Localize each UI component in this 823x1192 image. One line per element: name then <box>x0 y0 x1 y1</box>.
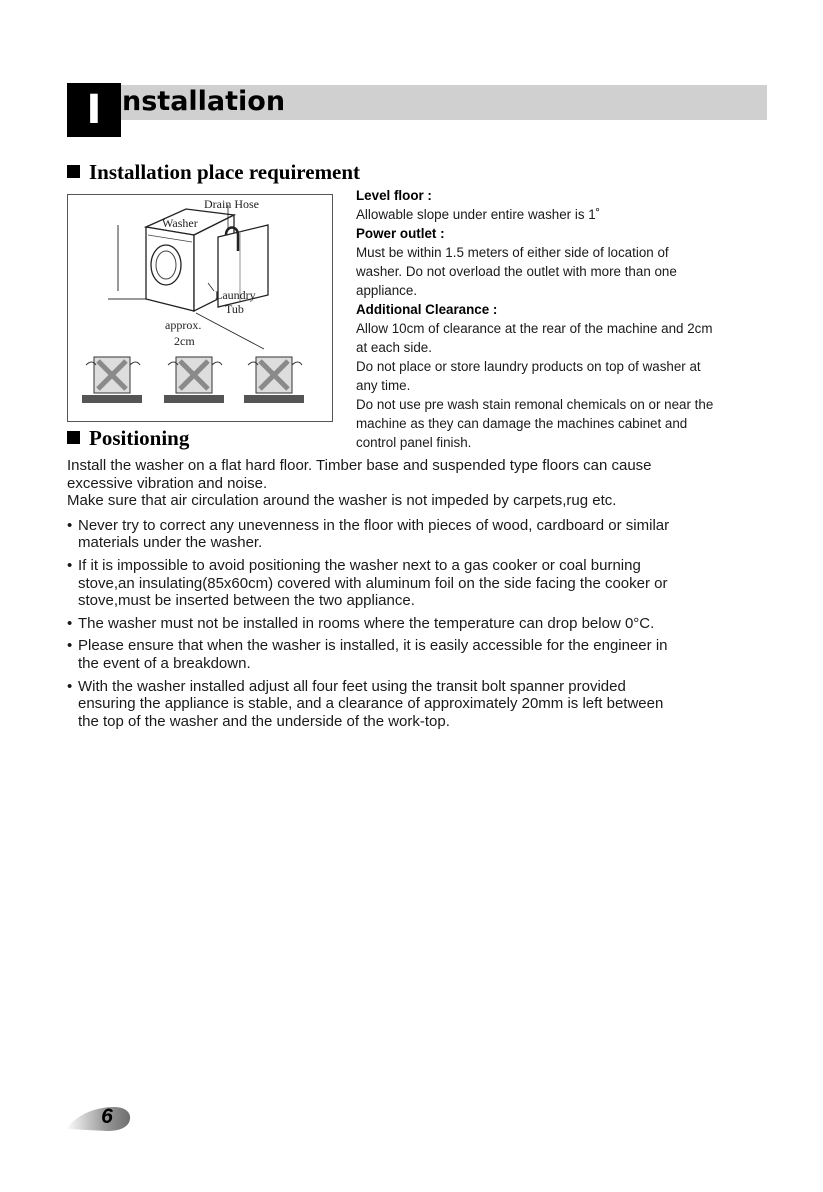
requirement-line: Allowable slope under entire washer is 1˚ <box>356 207 601 222</box>
list-item <box>67 615 772 633</box>
page-number: 6 <box>101 1105 113 1128</box>
bullet-dot-icon: • <box>67 614 73 632</box>
positioning-intro-line: Install the washer on a flat hard floor. Timber base and suspended type floors can cause <box>67 457 652 474</box>
positioning-intro-line: excessive vibration and noise. <box>67 474 268 492</box>
bullet-line: stove,an insulating(85x60cm) covered with aluminum foil on the side facing the cooker or <box>78 574 668 592</box>
positioning-intro-line: Make sure that air circulation around the washer is not impeded by carpets,rug etc. <box>67 492 617 510</box>
label-approx: approx. <box>165 318 202 332</box>
positioning-bullet-list <box>67 517 772 731</box>
bullet-line: Never try to correct any unevenness in the floor with pieces of wood, cardboard or similar <box>78 516 670 534</box>
requirement-heading: Power outlet : <box>356 226 445 241</box>
label-tub: Tub <box>225 302 244 316</box>
positioning-body <box>67 457 772 735</box>
requirement-line: appliance. <box>356 283 418 298</box>
label-washer: Washer <box>162 216 198 230</box>
section-heading-place-text: Installation place requirement <box>89 160 361 184</box>
header-initial-block: I <box>67 83 121 137</box>
bullet-line: With the washer installed adjust all four feet using the transit bolt spanner provided <box>78 677 626 695</box>
requirement-line: at each side. <box>356 340 432 355</box>
list-item <box>67 557 772 610</box>
requirements-list <box>356 186 771 452</box>
bullet-line: The washer must not be installed in rooms where the temperature can drop below 0°C. <box>78 614 655 632</box>
section-heading-positioning <box>67 426 189 450</box>
requirement-line: Do not use pre wash stain remonal chemicals on or near the <box>356 397 714 412</box>
requirement-line: Do not place or store laundry products on top of washer at <box>356 359 701 374</box>
requirement-heading: Additional Clearance : <box>356 302 498 317</box>
bullet-line: If it is impossible to avoid positioning the washer next to a gas cooker or coal burning <box>78 556 641 574</box>
list-item <box>67 637 772 672</box>
bullet-line: the top of the washer and the underside of the work-top. <box>78 712 450 730</box>
requirement-heading: Level floor : <box>356 188 432 203</box>
requirement-line: machine as they can damage the machines cabinet and <box>356 416 688 431</box>
label-drain-hose: Drain Hose <box>204 197 259 211</box>
bullet-dot-icon: • <box>67 556 73 574</box>
bullet-dot-icon: • <box>67 516 73 534</box>
label-approx-value: 2cm <box>174 334 195 348</box>
requirement-line: washer. Do not overload the outlet with more than one <box>356 264 677 279</box>
bullet-line: ensuring the appliance is stable, and a clearance of approximately 20mm is left between <box>78 695 664 713</box>
requirement-line: Allow 10cm of clearance at the rear of the machine and 2cm <box>356 321 713 336</box>
square-bullet-icon <box>67 165 80 178</box>
requirement-line: Must be within 1.5 meters of either side of location of <box>356 245 669 260</box>
requirement-line: control panel finish. <box>356 435 472 450</box>
bullet-line: materials under the washer. <box>78 534 263 552</box>
section-heading-positioning-text: Positioning <box>89 426 190 450</box>
bullet-line: the event of a breakdown. <box>78 654 251 672</box>
bullet-dot-icon: • <box>67 677 73 695</box>
square-bullet-icon <box>67 431 80 444</box>
section-heading-place <box>67 160 360 184</box>
list-item <box>67 517 772 552</box>
bullet-line: Please ensure that when the washer is installed, it is easily accessible for the engineer in <box>78 637 668 655</box>
bullet-line: stove,must be inserted between the two appliance. <box>78 592 415 610</box>
page-number-badge <box>64 1101 132 1133</box>
page-title: nstallation <box>122 86 286 117</box>
requirement-line: any time. <box>356 378 411 393</box>
washer-diagram-drawing <box>68 195 334 423</box>
list-item <box>67 678 772 731</box>
label-laundry: Laundry <box>215 288 256 302</box>
bullet-dot-icon: • <box>67 637 73 655</box>
installation-illustration <box>67 194 333 422</box>
